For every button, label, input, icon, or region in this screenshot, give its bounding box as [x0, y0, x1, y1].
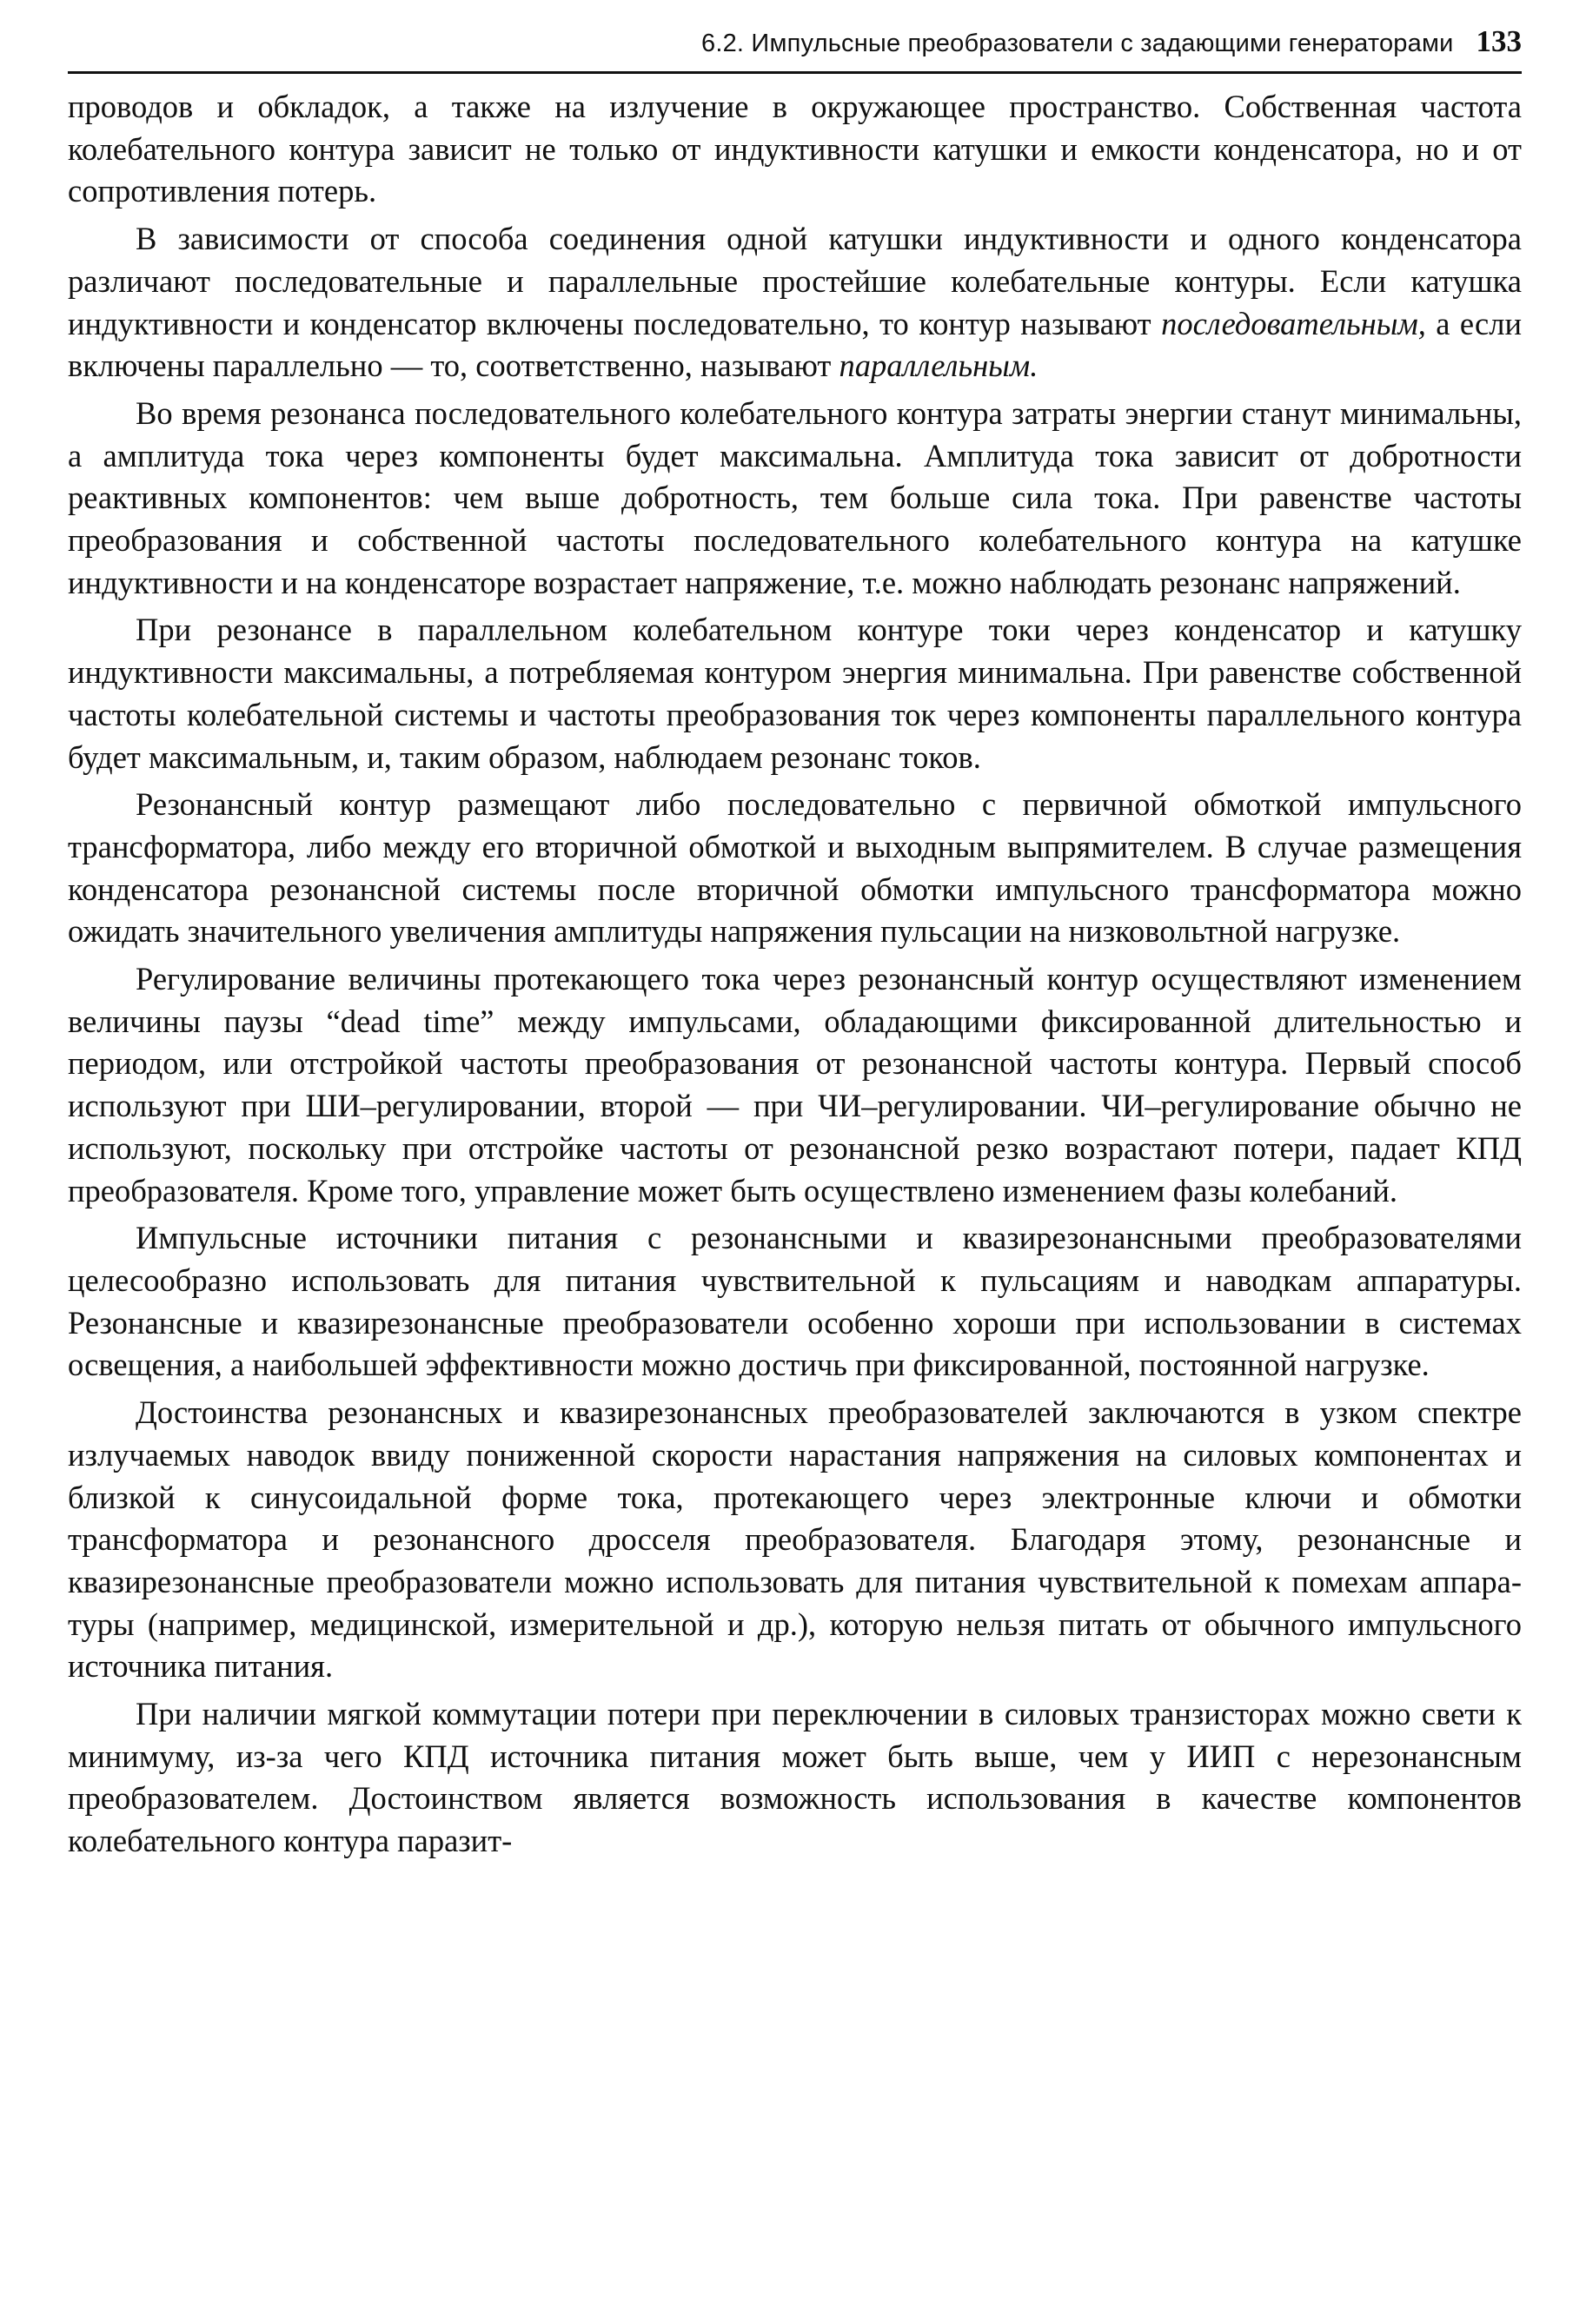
paragraph-applications: Импульсные источники питания с резонансными и квазирезонансными преобразователями целесообразно использовать для питания чувствительной к пульсациям и наводкам аппаратуры. Резонансные и квазирезонансные преобразователи особенно хороши при использовании в системах освещения, а наибольшей эффективности можно достичь при фиксированной, постоянной нагрузке.	[68, 1220, 1522, 1383]
italic-term-parallel: параллельным.	[839, 348, 1039, 384]
italic-term-series: последовательным,	[1161, 305, 1426, 341]
paragraph-series-resonance: Во время резонанса последовательного колебательного контура затраты энергии станут минимальны, а амплитуда тока через компоненты будет максимальна. Амплитуда тока зависит от добротности реактивных компонентов: чем выше добротность, тем больше сила тока. При равенстве частоты преобразования и собственной частоты последовательного колебательного контура на катушке индуктивности и на конденсаторе возрастает напряжение, т.е. можно наблюдать резонанс напряжений.	[68, 394, 1522, 600]
paragraph-circuit-types	[68, 218, 1522, 387]
body-text	[68, 86, 1522, 1863]
running-header	[68, 24, 1522, 74]
paragraph-regulation: Регулирование величины протекающего тока через резонансный контур осуществляют изменением величины паузы “dead time” между импульсами, обладающими фиксированной длительностью и периодом, или отстройкой частоты преобразования от резонансной частоты контура. Первый способ используют при ШИ–регулировании, второй — при ЧИ–регулировании. ЧИ–регулирование обычно не используют, поскольку при отстройке частоты от резонансной резко возрастают потери, падает КПД преобразователя. Кроме того, управление может быть осуществлено изменением фазы колебаний.	[68, 961, 1522, 1208]
paragraph-text: В зависимости от способа соединения одной катушки индуктивности и одного конденсатора различают последовательные и параллельные простейшие колебательные контуры. Если катушка индуктивности и конденсатор включены последовательно, то контур называют	[68, 221, 1522, 341]
chapter-section-title: 6.2. Импульсные преобразователи с задающими генераторами	[701, 30, 1454, 57]
paragraph-parallel-resonance: При резонансе в параллельном колебательном контуре токи через конденсатор и катушку индуктивности максимальны, а потребляемая контуром энергия минимальна. При равенстве собственной частоты колебательной системы и частоты преобразования ток через компоненты параллельного контура будет максимальным, и, таким образом, наблюдаем резонанс токов.	[68, 612, 1522, 775]
paragraph-continuation: проводов и обкладок, а также на излучение в окружающее пространство. Собственная частота колебательного контура зависит не только от индуктивности катушки и емкости конденсатора, но и от сопротивления потерь.	[68, 89, 1522, 209]
paragraph-text: а если включены параллельно — то, соответственно, называют	[68, 305, 1522, 384]
paragraph-placement: Резонансный контур размещают либо последовательно с первичной обмоткой импульсного трансформатора, либо между его вторичной обмоткой и выходным выпрямителем. В случае размещения конденсатора резонансной системы после вторичной обмотки импульсного трансформатора можно ожидать значительного увеличения амплитуды напряжения пульсации на низковольтной нагрузке.	[68, 786, 1522, 950]
book-page	[68, 24, 1522, 1868]
paragraph-advantages: Достоинства резонансных и квазирезонансных преобразователей заключаются в узком спектре излучаемых наводок ввиду пониженной скорости нарастания напряжения на силовых компонентах и близкой к синусоидальной форме тока, протекающего через электронные ключи и обмотки трансформатора и резонансного дросселя преобразователя. Благодаря этому, резонансные и квазирезонансные преобразователи можно использовать для питания чувствительной к помехам аппаратуры (например, медицинской, измерительной и др.), которую нельзя питать от обычного импульсного источника питания.	[68, 1394, 1522, 1685]
paragraph-soft-switching: При наличии мягкой коммутации потери при переключении в силовых транзисторах можно свети к минимуму, из-за чего КПД источника питания может быть выше, чем у ИИП с нерезонансным преобразователем. Достоинством является возможность использования в качестве компонентов колебательного контура паразит-	[68, 1696, 1522, 1859]
page-number: 133	[1476, 24, 1522, 58]
